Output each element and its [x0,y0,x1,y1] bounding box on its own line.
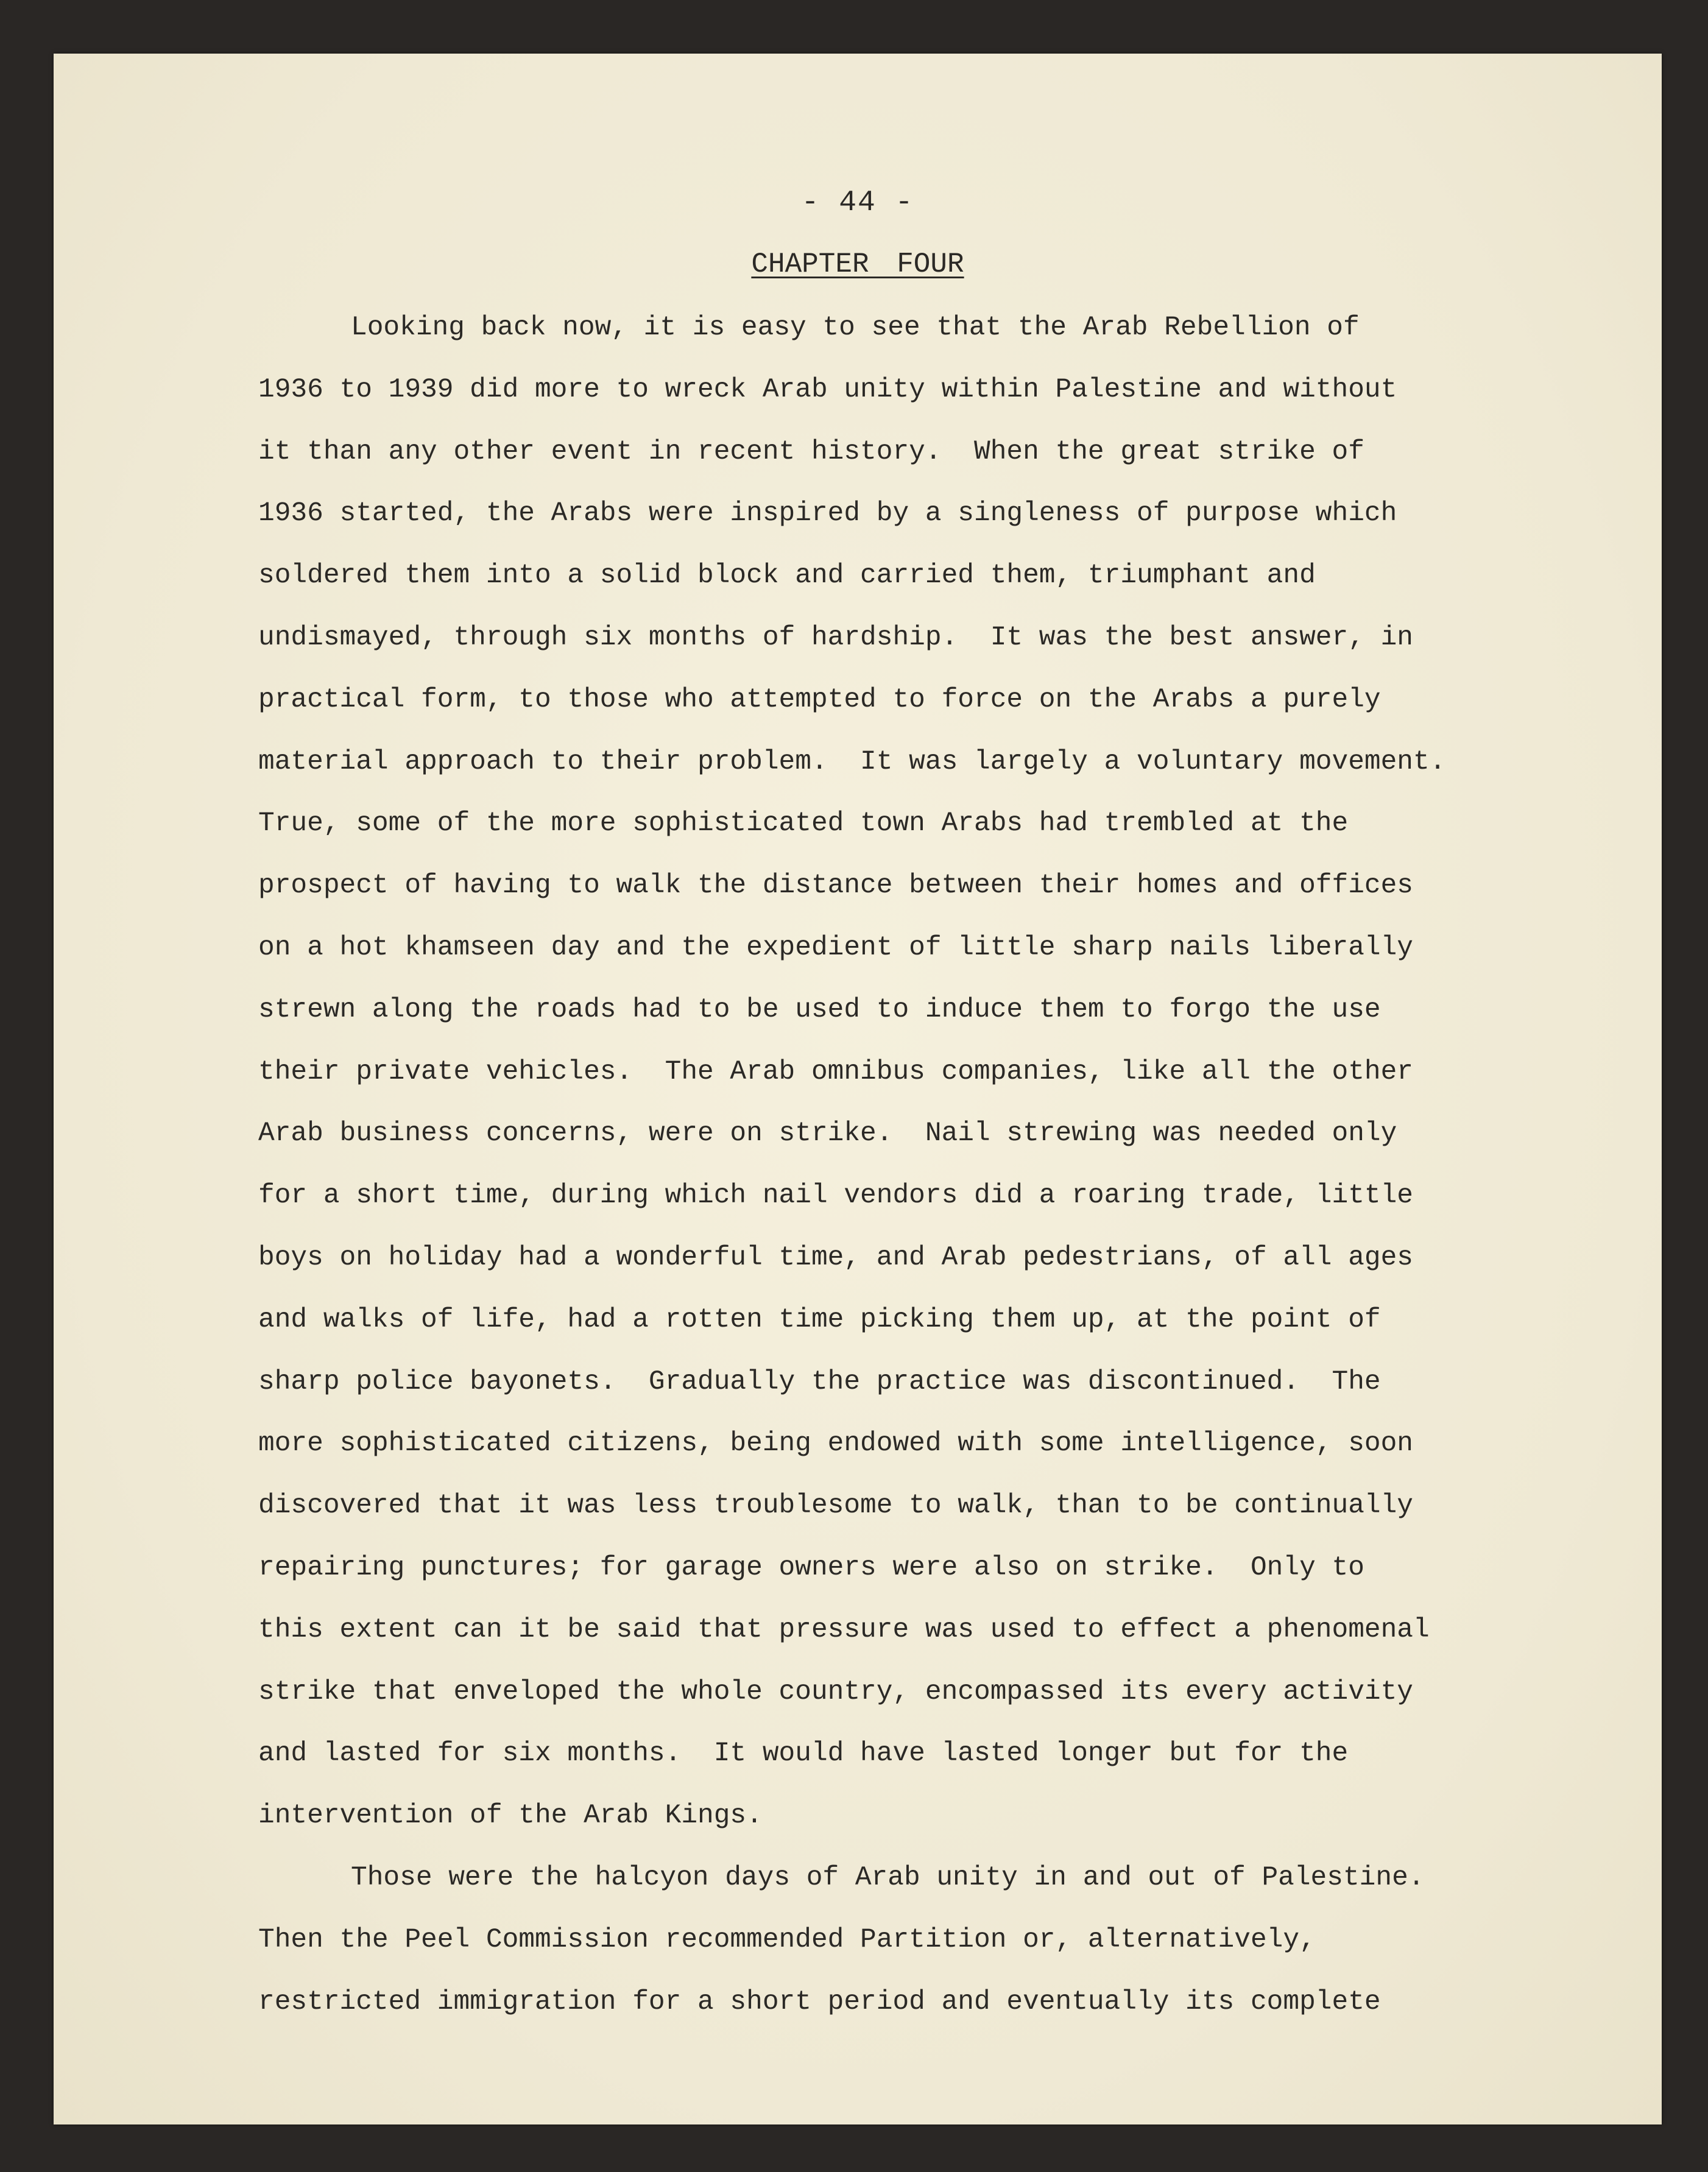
chapter-title-text: CHAPTER FOUR [751,249,964,280]
text-line: Looking back now, it is easy to see that the Arab Rebellion of [351,312,1360,343]
text-line: on a hot khamseen day and the expedient of little sharp nails liberally [258,933,1414,963]
text-line: discovered that it was less troublesome to walk, than to be continually [258,1490,1414,1521]
text-line: True, some of the more sophisticated town Arabs had trembled at the [258,808,1349,839]
text-line: prospect of having to walk the distance between their homes and offices [258,870,1414,901]
text-line: practical form, to those who attempted to force on the Arabs a purely [258,684,1381,715]
page-number: - 44 - [801,186,914,219]
text-line: 1936 started, the Arabs were inspired by a singleness of purpose which [258,498,1397,529]
text-line: 1936 to 1939 did more to wreck Arab unity within Palestine and without [258,374,1397,405]
text-line: their private vehicles. The Arab omnibus companies, like all the other [258,1056,1414,1087]
text-line: soldered them into a solid block and carried them, triumphant and [258,560,1316,591]
text-line: Those were the halcyon days of Arab unity in and out of Palestine. [351,1863,1425,1893]
text-line: strewn along the roads had to be used to induce them to forgo the use [258,994,1381,1025]
document-page [54,54,1662,2124]
text-line: this extent can it be said that pressure was used to effect a phenomenal [258,1614,1430,1645]
text-line: for a short time, during which nail vendors did a roaring trade, little [258,1180,1414,1211]
text-line: more sophisticated citizens, being endowed with some intelligence, soon [258,1428,1414,1459]
text-line: restricted immigration for a short period and eventually its complete [258,1986,1381,2017]
text-line: it than any other event in recent history. When the great strike of [258,436,1364,467]
text-line: and lasted for six months. It would have lasted longer but for the [258,1738,1349,1769]
text-line: intervention of the Arab Kings. [258,1800,763,1832]
text-line: and walks of life, had a rotten time picking them up, at the point of [258,1304,1381,1335]
text-line: sharp police bayonets. Gradually the practice was discontinued. The [258,1366,1381,1397]
text-line: strike that enveloped the whole country, encompassed its every activity [258,1676,1414,1707]
text-line: Then the Peel Commission recommended Partition or, alternatively, [258,1924,1316,1955]
text-line: boys on holiday had a wonderful time, and Arab pedestrians, of all ages [258,1243,1414,1273]
text-line: Arab business concerns, were on strike. Nail strewing was needed only [258,1118,1397,1149]
text-line: material approach to their problem. It was largely a voluntary movement. [258,746,1446,777]
chapter-title [54,249,1662,280]
text-line: repairing punctures; for garage owners were also on strike. Only to [258,1553,1364,1583]
text-line: undismayed, through six months of hardship. It was the best answer, in [258,622,1414,653]
